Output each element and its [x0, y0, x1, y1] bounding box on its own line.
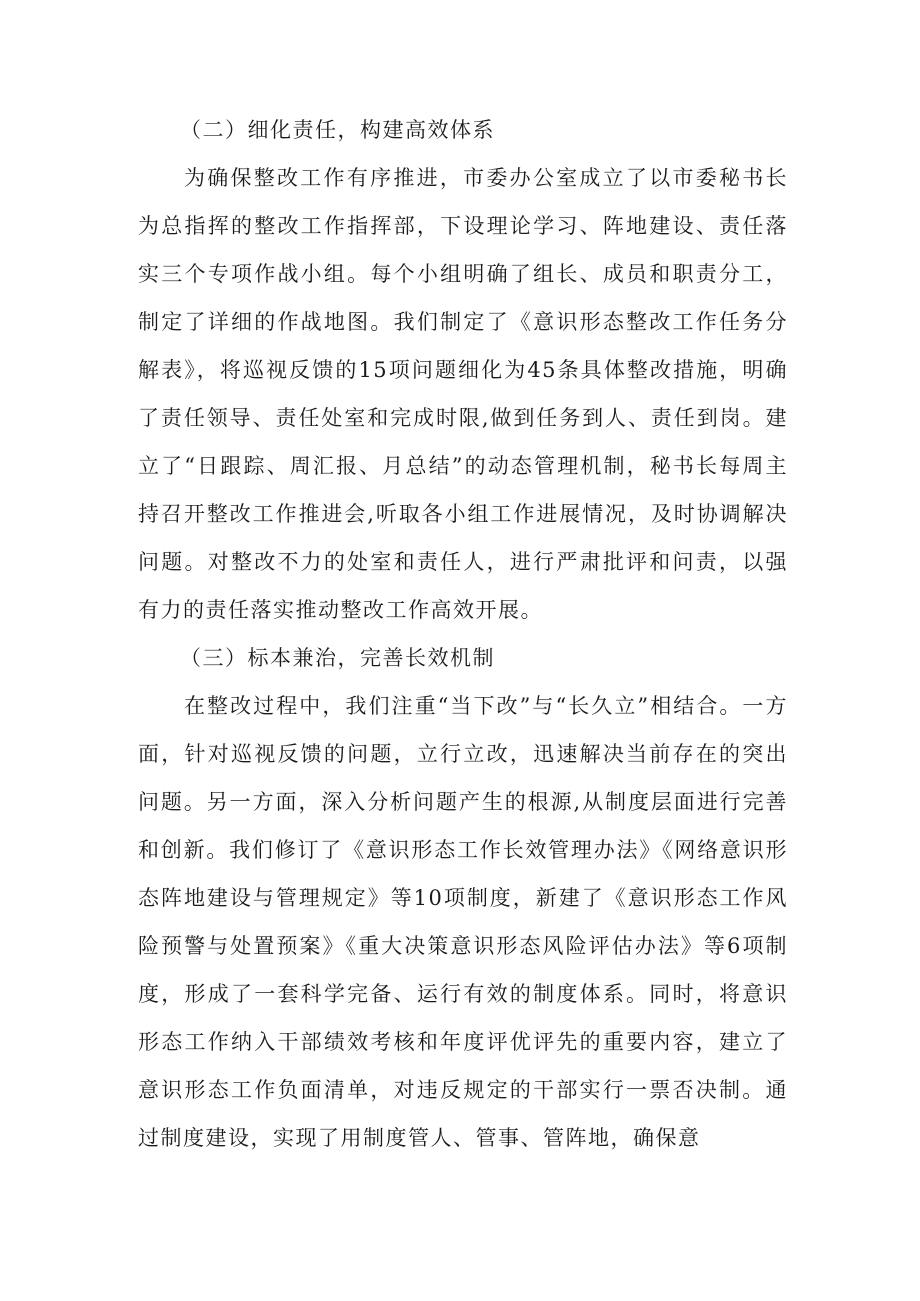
section-paragraph-2: 为确保整改工作有序推进，市委办公室成立了以市委秘书长为总指挥的整改工作指挥部，下设理论学习、阵地建设、责任落实三个专项作战小组。每个小组明确了组长、成员和职责分工，制定了详细的作战地图。我们制定了《意识形态整改工作任务分解表》，将巡视反馈的15项问题细化为45条具体整改措施，明确了责任领导、责任处室和完成时限,做到任务到人、责任到岗。建立了“日跟踪、周汇报、月总结”的动态管理机制，秘书长每周主持召开整改工作推进会,听取各小组工作进展情况，及时协调解决问题。对整改不力的处室和责任人，进行严肃批评和问责，以强有力的责任落实推动整改工作高效开展。 — [138, 166, 788, 622]
section-heading-3: （三）标本兼治，完善长效机制 — [180, 646, 495, 670]
section-heading-2: （二）细化责任，构建高效体系 — [180, 118, 495, 142]
document-body — [138, 106, 788, 1162]
section-paragraph-3: 在整改过程中，我们注重“当下改”与“长久立”相结合。一方面，针对巡视反馈的问题，立行立改，迅速解决当前存在的突出问题。另一方面，深入分析问题产生的根源,从制度层面进行完善和创新。我们修订了《意识形态工作长效管理办法》《网络意识形态阵地建设与管理规定》等10项制度，新建了《意识形态工作风险预警与处置预案》《重大决策意识形态风险评估办法》等6项制度，形成了一套科学完备、运行有效的制度体系。同时，将意识形态工作纳入干部绩效考核和年度评优评先的重要内容，建立了意识形态工作负面清单，对违反规定的干部实行一票否决制。通过制度建设，实现了用制度管人、管事、管阵地，确保意 — [138, 694, 788, 1150]
